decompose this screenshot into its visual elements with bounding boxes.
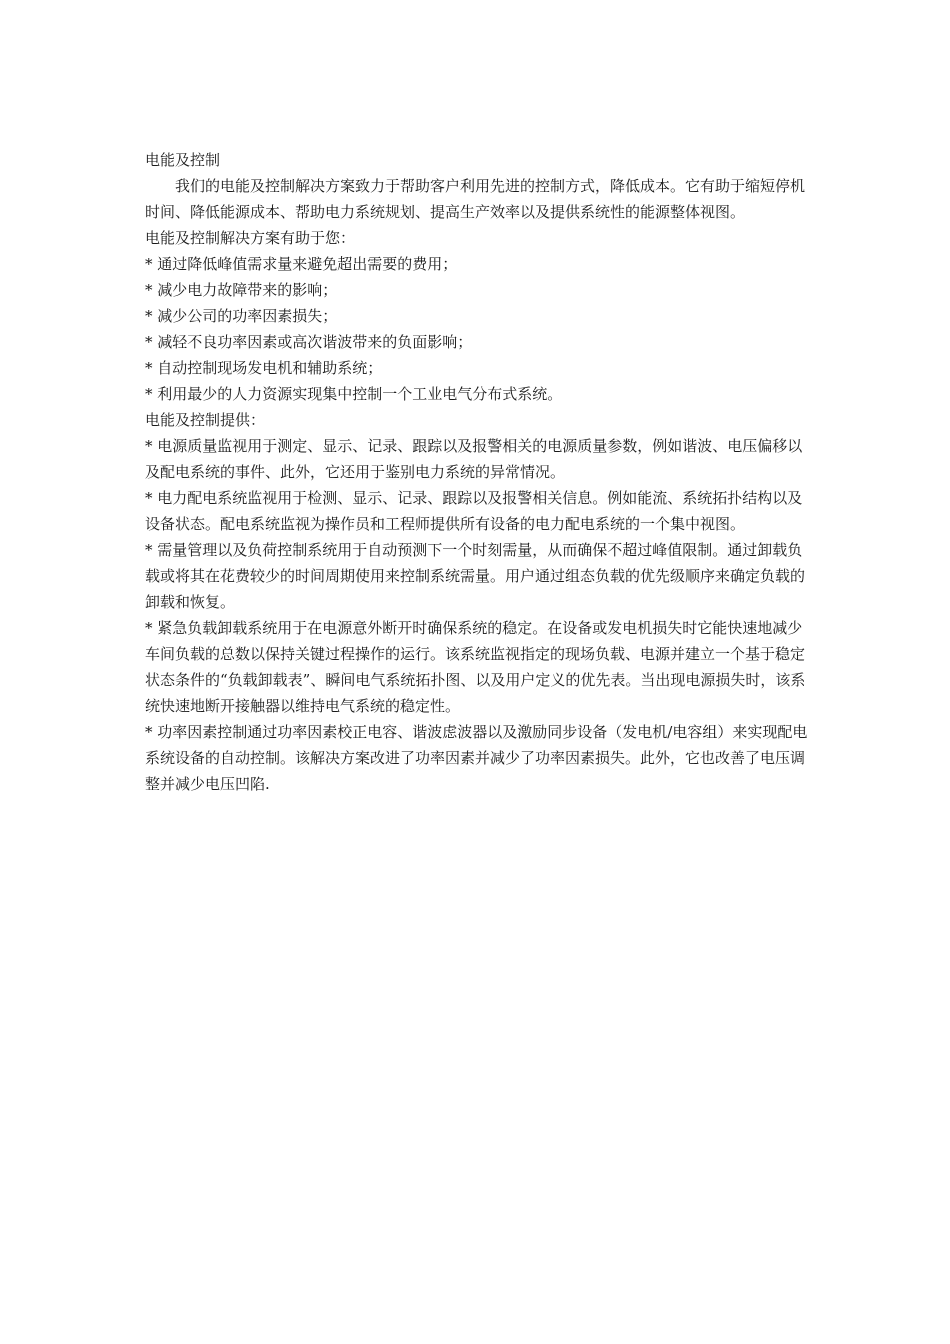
benefit-item: * 通过降低峰值需求量来避免超出需要的费用； — [145, 255, 458, 273]
offering-item: * 功率因素控制通过功率因素校正电容、谐波虑波器以及激励同步设备（发电机/电容组）来实现配电系统设备的自动控制。该解决方案改进了功率因素并减少了功率因素损失。此外，它也改善了电压调整并减少电压凹陷. — [145, 723, 808, 793]
benefit-item: * 自动控制现场发电机和辅助系统； — [145, 359, 383, 377]
offering-item: * 紧急负载卸载系统用于在电源意外断开时确保系统的稳定。在设备或发电机损失时它能快速地减少车间负载的总数以保持关键过程操作的运行。该系统监视指定的现场负载、电源并建立一个基于稳定状态条件的“负载卸载表”、瞬间电气系统拓扑图、以及用户定义的优先表。当出现电源损失时，该系统快速地断开接触器以维持电气系统的稳定性。 — [145, 619, 806, 715]
benefits-heading: 电能及控制解决方案有助于您： — [145, 229, 356, 247]
benefit-item: * 利用最少的人力资源实现集中控制一个工业电气分布式系统。 — [145, 385, 563, 403]
document-title: 电能及控制 — [145, 151, 221, 169]
offering-item: * 需量管理以及负荷控制系统用于自动预测下一个时刻需量，从而确保不超过峰值限制。通过卸载负载或将其在花费较少的时间周期使用来控制系统需量。用户通过组态负载的优先级顺序来确定负载的卸载和恢复。 — [145, 541, 806, 611]
benefit-item: * 减少公司的功率因素损失； — [145, 307, 338, 325]
offering-item: * 电力配电系统监视用于检测、显示、记录、跟踪以及报警相关信息。例如能流、系统拓扑结构以及设备状态。配电系统监视为操作员和工程师提供所有设备的电力配电系统的一个集中视图。 — [145, 489, 803, 533]
offerings-heading: 电能及控制提供： — [145, 411, 266, 429]
offering-item: * 电源质量监视用于测定、显示、记录、跟踪以及报警相关的电源质量参数，例如谐波、电压偏移以及配电系统的事件、此外，它还用于鉴别电力系统的异常情况。 — [145, 437, 803, 481]
benefit-item: * 减轻不良功率因素或高次谐波带来的负面影响； — [145, 333, 473, 351]
document-body — [145, 147, 810, 797]
benefit-item: * 减少电力故障带来的影响； — [145, 281, 338, 299]
intro-paragraph: 我们的电能及控制解决方案致力于帮助客户利用先进的控制方式，降低成本。它有助于缩短停机时间、降低能源成本、帮助电力系统规划、提高生产效率以及提供系统性的能源整体视图。 — [145, 177, 806, 221]
